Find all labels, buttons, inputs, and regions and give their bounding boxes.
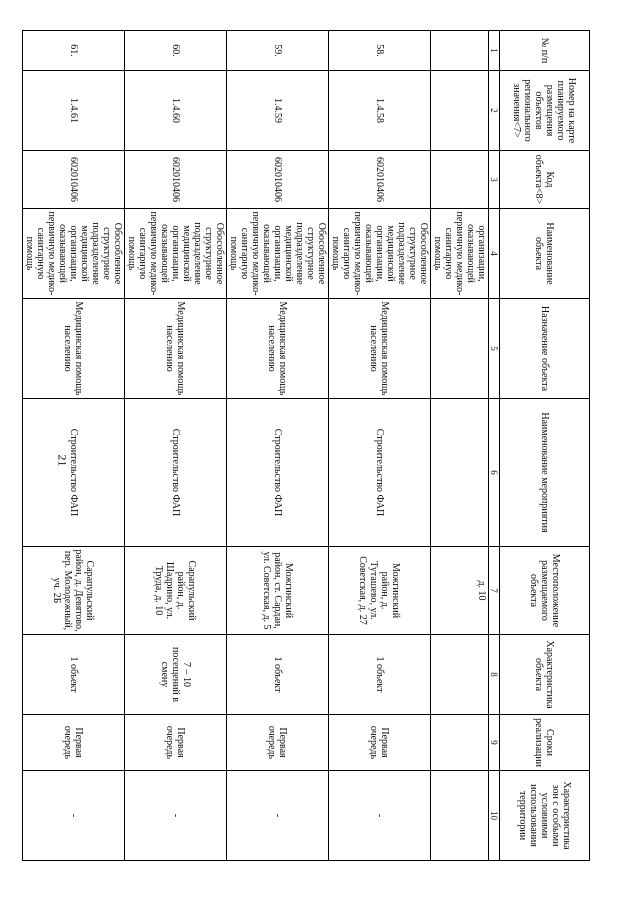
header-no: № п/п: [500, 31, 590, 71]
row-purpose: Медицинская помощь населению: [227, 299, 329, 399]
header-term: Сроки реализации: [500, 715, 590, 771]
row-term: Первая очередь: [329, 715, 431, 771]
column-number: 2: [489, 71, 500, 151]
row-location: Сарапульский район, д. Шадрино, ул. Труда, д. 10: [125, 547, 227, 635]
row-code: 602010406: [329, 151, 431, 209]
column-number: 1: [489, 31, 500, 71]
row-zones: -: [125, 771, 227, 861]
row-no: 60.: [125, 31, 227, 71]
rotated-table-wrapper: [24, 30, 590, 860]
row-activity: Строительство ФАП: [329, 399, 431, 547]
row-map-no: 1.4.59: [227, 71, 329, 151]
header-map-no: Номер на карте планируемого размещения объектов регионального значения<7>: [500, 71, 590, 151]
table-row: [125, 31, 227, 861]
row-purpose: Медицинская помощь населению: [125, 299, 227, 399]
row-zones: -: [227, 771, 329, 861]
row-location: Можгинский район, д. Туташево, ул. Советская, д. 27: [329, 547, 431, 635]
page-number: 21: [55, 454, 70, 467]
row-location: Сарапульский район, д. Девятово, пер. Молодежный, уч. 2Б: [23, 547, 125, 635]
column-number: 6: [489, 399, 500, 547]
row-map-no: 1.4.60: [125, 71, 227, 151]
header-code: Код объекта<8>: [500, 151, 590, 209]
row-code: 602010406: [227, 151, 329, 209]
column-number: 5: [489, 299, 500, 399]
row-term: Первая очередь: [23, 715, 125, 771]
row-activity: Строительство ФАП: [23, 399, 125, 547]
row-map-no: 1.4.61: [23, 71, 125, 151]
header-zones: Характеристика зон с особыми условиями использования территории: [500, 771, 590, 861]
row-no: 59.: [227, 31, 329, 71]
table-row: [23, 31, 125, 861]
row-name: Обособленное структурное подразделение медицинской организации, оказывающей первичную медико-санитарную помощь: [227, 209, 329, 299]
row-characteristic: 7 – 10 посещений в смену: [125, 635, 227, 715]
row-no: 61.: [23, 31, 125, 71]
header-row: [500, 31, 590, 861]
row-characteristic: 1 объект: [329, 635, 431, 715]
row-purpose: Медицинская помощь населению: [329, 299, 431, 399]
row-zones: -: [329, 771, 431, 861]
row-characteristic: 1 объект: [23, 635, 125, 715]
column-number: 3: [489, 151, 500, 209]
header-location: Местоположение размещаемого объекта: [500, 547, 590, 635]
row-name: Обособленное структурное подразделение медицинской организации, оказывающей первичную медико-санитарную помощь: [329, 209, 431, 299]
row-code: 602010406: [23, 151, 125, 209]
header-activity: Наименование мероприятия: [500, 399, 590, 547]
objects-table: [22, 30, 590, 861]
header-name: Наименование объекта: [500, 209, 590, 299]
header-purpose: Назначение объекта: [500, 299, 590, 399]
row-code: 602010406: [125, 151, 227, 209]
column-numbers-row: [489, 31, 500, 861]
row-activity: Строительство ФАП: [227, 399, 329, 547]
row-no: 58.: [329, 31, 431, 71]
continuation-location: д. 10: [431, 547, 489, 635]
table-row: [227, 31, 329, 861]
row-zones: -: [23, 771, 125, 861]
column-number: 9: [489, 715, 500, 771]
row-map-no: 1.4.58: [329, 71, 431, 151]
row-term: Первая очередь: [125, 715, 227, 771]
row-name: Обособленное структурное подразделение медицинской организации, оказывающей первичную медико-санитарную помощь: [125, 209, 227, 299]
row-name: Обособленное структурное подразделение медицинской организации, оказывающей первичную медико-санитарную помощь: [23, 209, 125, 299]
continuation-name: организации, оказывающей первичную медико-санитарную помощь: [431, 209, 489, 299]
table-row: [329, 31, 431, 861]
row-characteristic: 1 объект: [227, 635, 329, 715]
column-number: 8: [489, 635, 500, 715]
row-purpose: Медицинская помощь населению: [23, 299, 125, 399]
row-activity: Строительство ФАП: [125, 399, 227, 547]
column-number: 10: [489, 771, 500, 861]
continuation-row: [431, 31, 489, 861]
row-term: Первая очередь: [227, 715, 329, 771]
header-characteristic: Характеристика объекта: [500, 635, 590, 715]
column-number: 4: [489, 209, 500, 299]
row-location: Можгинский район, ст. Сардан, ул. Советская, д. 5: [227, 547, 329, 635]
column-number: 7: [489, 547, 500, 635]
